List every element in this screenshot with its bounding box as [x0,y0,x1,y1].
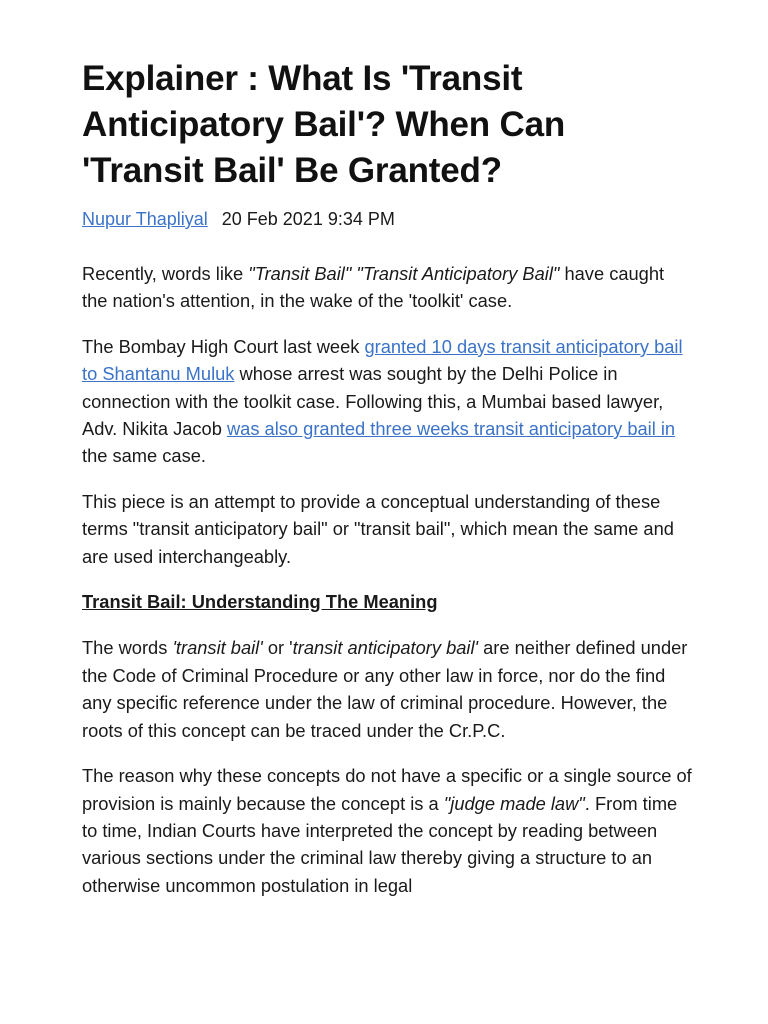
text-span: or ' [262,637,293,659]
bail-shantanu-link[interactable]: granted 10 days transit anticipatory bail to Shantanu Muluk [82,335,683,385]
text-span: whose arrest was sought by the Delhi Police in connection with the toolkit case. Following this, a Mumbai based lawyer, Adv. Nikita Jacob [82,363,664,440]
emphasis-text: transit anticipatory bail' [292,637,479,659]
paragraph-4 [82,634,692,744]
emphasis-text: "judge made law" [443,792,585,814]
text-span: The words [82,637,173,659]
emphasis-text: "Transit Bail" "Transit Anticipatory Bail" [248,263,560,284]
paragraph-5 [82,762,692,899]
author-link[interactable]: Nupur Thapliyal [82,209,208,229]
text-span: Recently, words like [82,263,249,284]
paragraph-2 [82,333,692,470]
text-span: The reason why these concepts do not have a specific or a single source of provision is mainly because the concept is a [82,765,692,814]
text-span: . From time to time, Indian Courts have interpreted the concept by reading between various sections under the criminal law thereby giving a structure to an otherwise uncommon postulation in legal [82,792,678,896]
text-span: are neither defined under the Code of Criminal Procedure or any other law in force, nor do the find any specific reference under the law of criminal procedure. However, the roots of this concept can be traced under the Cr.P.C. [82,637,688,741]
section-heading: Transit Bail: Understanding The Meaning [82,591,438,613]
article [82,56,692,899]
emphasis-text: 'transit bail' [172,637,263,659]
bail-nikita-link[interactable]: was also granted three weeks transit anticipatory bail in [226,418,676,440]
article-title: Explainer : What Is 'Transit Anticipatory Bail'? When Can 'Transit Bail' Be Granted? [82,59,566,190]
byline [82,207,692,231]
text-span: the same case. [82,445,206,467]
publish-date: 20 Feb 2021 9:34 PM [221,209,395,229]
text-span: The Bombay High Court last week [82,335,365,357]
paragraph-3: This piece is an attempt to provide a conceptual understanding of these terms "transit anticipatory bail" or "transit bail", which mean the same and are used interchangeably. [82,490,674,567]
text-span: have caught the nation's attention, in the wake of the 'toolkit' case. [82,263,665,312]
paragraph-1 [82,260,692,315]
